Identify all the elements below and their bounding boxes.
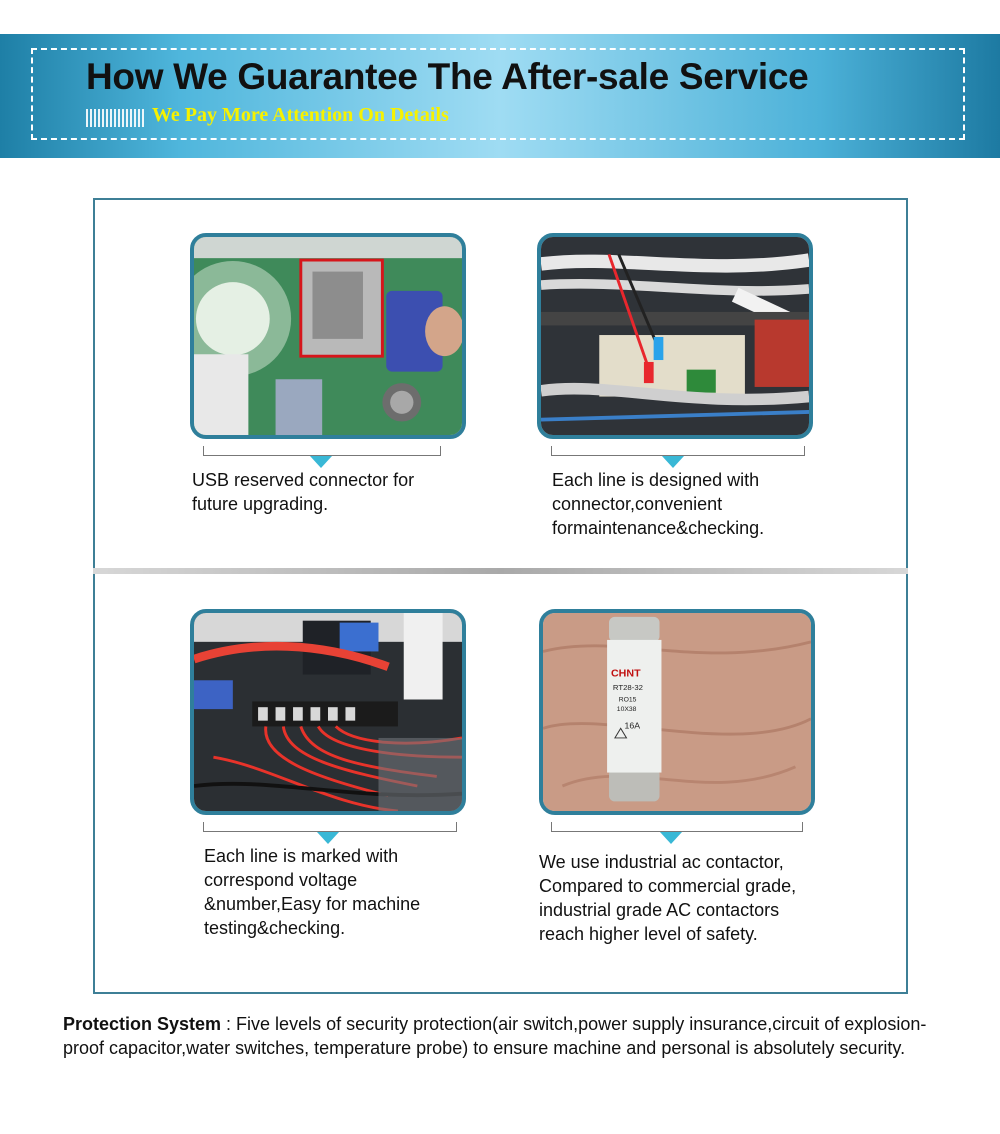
photo-usb-connector: [190, 233, 466, 439]
protection-system-text: : Five levels of security protection(air switch,power supply insurance,circuit of explosion-proof capacitor,water switches, temperature probe) to ensure machine and personal is absolutely security.: [63, 1014, 927, 1058]
fuse-rating-text: 16A: [624, 720, 641, 731]
caption-pointer-icon: [662, 456, 684, 468]
caption-pointer-line: [551, 822, 803, 832]
stripe-decoration: [86, 109, 144, 127]
page-title: How We Guarantee The After-sale Service: [86, 56, 809, 97]
caption-marked-lines: Each line is marked with correspond voltage &number,Easy for machine testing&checking.: [204, 846, 421, 938]
caption-pointer-icon: [317, 832, 339, 844]
header-banner: [0, 34, 1000, 158]
protection-system-label: Protection System: [63, 1014, 222, 1034]
photo-fuse: [539, 609, 815, 815]
fuse-size-text: 10X38: [616, 706, 637, 714]
photo-marked-lines: [190, 609, 466, 815]
photo-line-connectors: [537, 233, 813, 439]
caption-ac-contactor: We use industrial ac contactor, Compared to commercial grade, industrial grade AC contactors reach higher level of safety.: [539, 852, 797, 944]
section-divider: [93, 568, 908, 574]
caption-pointer-icon: [310, 456, 332, 468]
caption-usb-connector: USB reserved connector for future upgrading.: [192, 470, 415, 514]
protection-system-note: [63, 1012, 943, 1060]
caption-pointer-line: [203, 446, 441, 456]
caption-pointer-line: [551, 446, 805, 456]
fuse-code-text: RO15: [618, 696, 637, 704]
caption-pointer-icon: [660, 832, 682, 844]
fuse-brand-text: CHNT: [610, 667, 641, 680]
caption-line-connectors: Each line is designed with connector,convenient formaintenance&checking.: [552, 470, 765, 538]
fuse-model-text: RT28-32: [612, 682, 643, 692]
page-subtitle: We Pay More Attention On Details: [152, 104, 449, 126]
caption-pointer-line: [203, 822, 457, 832]
